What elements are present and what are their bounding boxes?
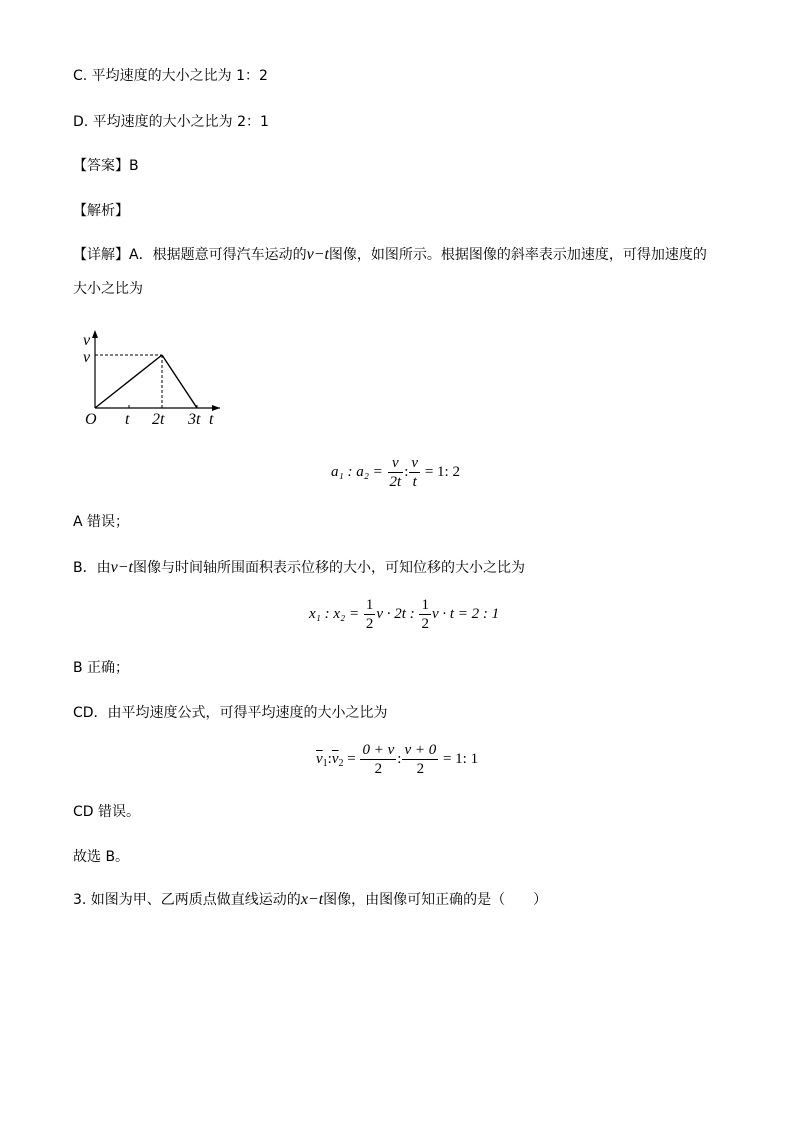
cd-wrong: CD 错误。 xyxy=(73,804,141,820)
y-axis-label: v xyxy=(83,332,91,349)
question-3 xyxy=(73,890,547,910)
q3-text-b: 图像，由图像可知正确的是（ ） xyxy=(323,892,548,908)
fraction: $\frac{0 + v}{2}$ xyxy=(362,742,395,777)
q3-text-a: 3. 如图为甲、乙两质点做直线运动的 xyxy=(73,892,301,908)
analysis-tag: 【解析】 xyxy=(73,203,129,219)
decel-segment xyxy=(162,355,197,408)
fraction: $\frac{1}{2}$ xyxy=(421,597,429,632)
answer-value: B xyxy=(129,158,139,174)
formula-average-velocity xyxy=(316,741,478,778)
formula-cd-rhs: = 1: 1 xyxy=(442,751,479,767)
a-wrong: A 错误； xyxy=(73,514,130,530)
option-d: D. 平均速度的大小之比为 2：1 xyxy=(73,114,269,130)
x-axis-label: t xyxy=(209,411,214,428)
conclusion: 故选 B。 xyxy=(73,849,130,865)
option-c: C. 平均速度的大小之比为 1：2 xyxy=(73,68,268,84)
formula-sep: : xyxy=(404,464,409,480)
formula-acceleration xyxy=(331,454,460,491)
b-text-a: B．由 xyxy=(73,560,111,576)
detail-text-a: A．根据题意可得汽车运动的 xyxy=(129,247,307,263)
b-line xyxy=(73,558,525,578)
origin-label: O xyxy=(85,411,97,428)
formula-cd-colon: : xyxy=(327,751,332,767)
x-tick-label-3t: 3t xyxy=(188,411,201,428)
vt-symbol: v−t xyxy=(306,246,329,263)
detail-tag: 【详解】 xyxy=(73,247,129,263)
formula-a-lhs: a₁ : a₂ = xyxy=(331,464,383,480)
xt-symbol: x−t xyxy=(300,891,324,908)
fraction: $\frac{v + 0}{2}$ xyxy=(404,742,437,777)
formula-cd-eq: = xyxy=(347,751,356,767)
vt-symbol: v−t xyxy=(110,559,133,576)
fraction: $\frac{v}{t}$ xyxy=(411,455,419,490)
detail-text-b: 图像，如图所示。根据图像的斜率表示加速度，可得加速度的 xyxy=(328,247,707,263)
v2-subscript: 2 xyxy=(338,757,344,769)
cd-line: CD．由平均速度公式，可得平均速度的大小之比为 xyxy=(73,705,388,721)
formula-a-rhs: = 1: 2 xyxy=(424,464,460,480)
y-axis-arrow xyxy=(92,330,98,338)
formula-b-mid: v · 2t : xyxy=(376,606,415,622)
b-text-b: 图像与时间轴所围面积表示位移的大小，可知位移的大小之比为 xyxy=(132,560,525,576)
x-tick-label-2t: 2t xyxy=(152,411,165,428)
answer-tag: 【答案】 xyxy=(73,158,129,174)
y-tick-label: v xyxy=(83,349,91,366)
answer-line xyxy=(73,156,139,176)
formula-b-mid: v · t = 2 : 1 xyxy=(431,606,500,622)
formula-displacement xyxy=(309,596,499,633)
v1-subscript: 1 xyxy=(322,757,328,769)
vt-graph xyxy=(80,328,230,428)
detail-line-1 xyxy=(73,245,707,265)
b-right: B 正确； xyxy=(73,660,130,676)
formula-sep: : xyxy=(397,751,402,767)
fraction: $\frac{1}{2}$ xyxy=(365,597,374,632)
x-tick-label-t: t xyxy=(125,411,130,428)
formula-b-lhs: x₁ : x₂ = xyxy=(309,606,360,622)
accel-segment xyxy=(95,355,162,408)
v2-bar: $\overline{v}$ xyxy=(331,751,339,767)
fraction: $\frac{v}{2t}$ xyxy=(389,455,402,490)
v1-bar: $\overline{v}$ xyxy=(316,751,323,767)
detail-line-2: 大小之比为 xyxy=(73,281,143,297)
